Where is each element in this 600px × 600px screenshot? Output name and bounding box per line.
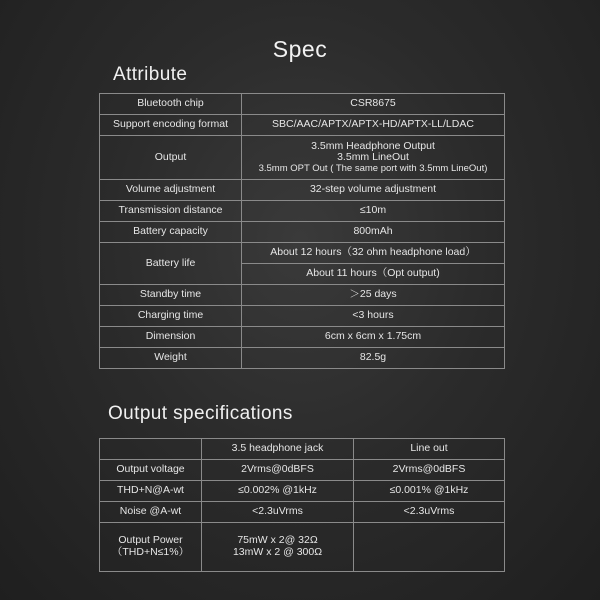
row-label	[100, 523, 202, 572]
row-label: Noise @A-wt	[100, 502, 202, 523]
row-value: 800mAh	[242, 222, 505, 243]
row-value: ＞25 days	[242, 285, 505, 306]
table-row	[100, 502, 505, 523]
row-value: 82.5g	[242, 348, 505, 369]
row-label: Bluetooth chip	[100, 94, 242, 115]
output-specs-heading: Output specifications	[108, 403, 293, 424]
jack-value: ≤0.002% @1kHz	[202, 481, 354, 502]
row-label: Output	[100, 136, 242, 180]
row-label: Dimension	[100, 327, 242, 348]
value-line: 3.5mm LineOut	[337, 151, 409, 164]
table-header-row	[100, 439, 505, 460]
label-line: （THD+N≤1%）	[111, 546, 190, 558]
output-specs-table	[99, 438, 505, 572]
row-value: 32-step volume adjustment	[242, 180, 505, 201]
table-row	[100, 523, 505, 572]
table-row	[100, 94, 505, 115]
row-label: Battery life	[100, 243, 242, 285]
row-label: Volume adjustment	[100, 180, 242, 201]
value-line: 13mW x 2 @ 300Ω	[232, 546, 323, 558]
row-value: <3 hours	[242, 306, 505, 327]
column-header	[100, 439, 202, 460]
line-value	[354, 523, 505, 572]
jack-value: <2.3uVrms	[202, 502, 354, 523]
row-value: 6cm x 6cm x 1.75cm	[242, 327, 505, 348]
table-row	[100, 136, 505, 180]
row-label: Transmission distance	[100, 201, 242, 222]
row-label: Weight	[100, 348, 242, 369]
value-line: 3.5mm Headphone Output	[311, 139, 435, 152]
row-value: SBC/AAC/APTX/APTX-HD/APTX-LL/LDAC	[242, 115, 505, 136]
row-value: CSR8675	[242, 94, 505, 115]
row-label: Charging time	[100, 306, 242, 327]
table-row	[100, 243, 505, 264]
table-row	[100, 306, 505, 327]
row-value	[242, 136, 505, 180]
table-row	[100, 285, 505, 306]
page-title: Spec	[272, 36, 328, 62]
row-value: About 12 hours（32 ohm headphone load）	[242, 243, 505, 264]
row-label: Output voltage	[100, 460, 202, 481]
value-line: 75mW x 2@ 32Ω	[237, 534, 318, 547]
table-row	[100, 222, 505, 243]
table-row	[100, 115, 505, 136]
column-header: 3.5 headphone jack	[202, 439, 354, 460]
jack-value: 2Vrms@0dBFS	[202, 460, 354, 481]
row-label: Support encoding format	[100, 115, 242, 136]
table-row	[100, 180, 505, 201]
attribute-heading: Attribute	[113, 64, 188, 85]
line-value: 2Vrms@0dBFS	[354, 460, 505, 481]
value-line: 3.5mm OPT Out ( The same port with 3.5mm LineOut)	[258, 162, 488, 174]
row-label: Battery capacity	[100, 222, 242, 243]
row-label: Standby time	[100, 285, 242, 306]
table-row	[100, 481, 505, 502]
label-line: Output Power	[118, 534, 183, 547]
table-row	[100, 201, 505, 222]
row-value: About 11 hours（Opt output)	[242, 264, 505, 285]
row-label: THD+N@A-wt	[100, 481, 202, 502]
table-row	[100, 460, 505, 481]
column-header: Line out	[354, 439, 505, 460]
row-value: ≤10m	[242, 201, 505, 222]
line-value: <2.3uVrms	[354, 502, 505, 523]
line-value: ≤0.001% @1kHz	[354, 481, 505, 502]
jack-value	[202, 523, 354, 572]
table-row	[100, 348, 505, 369]
table-row	[100, 327, 505, 348]
attribute-table	[99, 93, 505, 369]
